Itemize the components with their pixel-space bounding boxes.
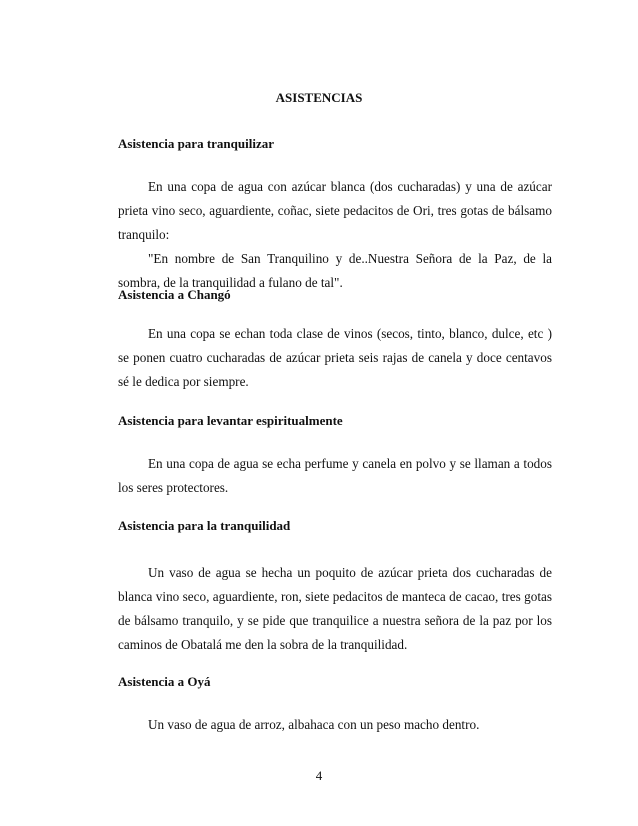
section-body-3 xyxy=(118,452,552,500)
paragraph: En una copa de agua con azúcar blanca (dos cucharadas) y una de azúcar prieta vino seco, aguardiente, coñac, siete pedacitos de Ori, tres gotas de bálsamo tranquilo: xyxy=(118,179,552,242)
page-number: 4 xyxy=(315,768,323,783)
section-body-1 xyxy=(118,175,552,295)
section-heading-4: Asistencia para la tranquilidad xyxy=(118,518,291,533)
paragraph: En una copa se echan toda clase de vinos (secos, tinto, blanco, dulce, etc ) se ponen cuatro cucharadas de azúcar prieta seis rajas de canela y doce centavos sé le dedica por siempre. xyxy=(118,326,552,389)
section-heading-1: Asistencia para tranquilizar xyxy=(118,136,274,151)
section-heading-2: Asistencia a Changó xyxy=(118,287,231,302)
page-title: ASISTENCIAS xyxy=(275,90,363,105)
section-heading-5: Asistencia a Oyá xyxy=(118,674,211,689)
section-body-2 xyxy=(118,322,552,394)
paragraph: Un vaso de agua se hecha un poquito de azúcar prieta dos cucharadas de blanca vino seco, aguardiente, ron, siete pedacitos de manteca de cacao, tres gotas de bálsamo tranquilo, y se pide que tranquilice a nuestra señora de la paz por los caminos de Obatalá me den la sobra de la tranquilidad. xyxy=(118,565,552,652)
paragraph: En una copa de agua se echa perfume y canela en polvo y se llaman a todos los seres protectores. xyxy=(118,456,552,495)
paragraph: "En nombre de San Tranquilino y de..Nuestra Señora de la Paz, de la sombra, de la tranquilidad a fulano de tal". xyxy=(118,251,552,290)
section-body-5 xyxy=(118,713,552,737)
section-heading-3: Asistencia para levantar espiritualmente xyxy=(118,413,343,428)
section-body-4 xyxy=(118,561,552,657)
paragraph: Un vaso de agua de arroz, albahaca con un peso macho dentro. xyxy=(148,717,480,732)
